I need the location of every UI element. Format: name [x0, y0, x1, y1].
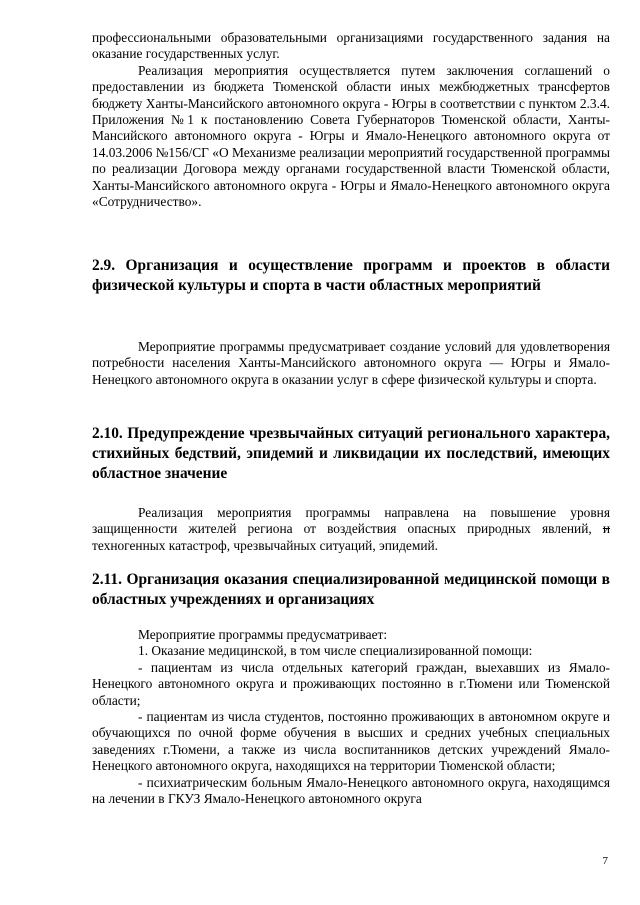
- section-2-9-body-block: [92, 339, 610, 388]
- section-2-10-body-start: Реализация мероприятия программы направлена на повышение уровня защищенности жителей региона от воздействия опасных природных явлений,: [92, 505, 610, 537]
- section-2-11-dash-1: - пациентам из числа отдельных категорий граждан, выехавших из Ямало-Ненецкого автономного округа и проживающих постоянно в г.Тюмени или Тюменской области;: [92, 659, 610, 708]
- section-2-10-body-end: техногенных катастроф, чрезвычайных ситуаций, эпидемий.: [92, 537, 439, 553]
- section-2-11-intro: Мероприятие программы предусматривает:: [138, 627, 388, 642]
- section-2-11-body-block: [92, 627, 610, 807]
- agreement-paragraph: Реализация мероприятия осуществляется путем заключения соглашений о предоставлении из бюджета Тюменской области иных межбюджетных трансфертов бюджету Ханты-Мансийского автономного округа - Югры в соответствии с пунктом 2.3.4. Приложения №1 к постановлению Совета Губернаторов Тюменской области, Ханты-Мансийского автономного округа - Югры и Ямало-Ненецкого автономного округа от 14.03.2006 №156/СГ «О Механизме реализации мероприятий государственной программы по реализации Договора между органами государственной власти Тюменской области, Ханты-Мансийского автономного округа - Югры и Ямало-Ненецкого автономного округа «Сотрудничество».: [92, 62, 610, 210]
- page-number: 7: [602, 855, 608, 867]
- section-2-10-body: [92, 505, 610, 554]
- section-2-11-dash-3: - психиатрическим больным Ямало-Ненецкого автономного округа, находящимся на лечении в ГКУЗ Ямало-Ненецкого автономного округа: [92, 774, 610, 807]
- section-2-11-heading: 2.11. Организация оказания специализированной медицинской помощи в областных учреждениях и организациях: [92, 571, 610, 608]
- section-2-11-item-1: 1. Оказание медицинской, в том числе специализированной помощи:: [138, 643, 533, 659]
- struck-conjunction: и: [602, 521, 610, 537]
- section-2-9-body: Мероприятие программы предусматривает создание условий для удовлетворения потребности населения Ханты-Мансийского автономного округа — Югры и Ямало-Ненецкого автономного округа в оказании услуг в сфере физической культуры и спорта.: [92, 339, 610, 387]
- section-2-10-heading: 2.10. Предупреждение чрезвычайных ситуаций регионального характера, стихийных бедствий, эпидемий и ликвидации их последствий, имеющих областное значение: [92, 425, 610, 482]
- continuation-paragraph: профессиональными образовательными организациями государственного задания на оказание государственных услуг.: [92, 30, 610, 62]
- intro-text-block: [92, 30, 610, 210]
- section-2-11-dash-2: - пациентам из числа студентов, постоянно проживающих в автономном округе и обучающихся по очной форме обучения в высших и средних учебных специальных заведениях г.Тюмени, а также из числа воспитанников детских учреждений Ямало-Ненецкого автономного округа, находящихся на территории Тюменской области;: [92, 709, 610, 774]
- section-2-10-body-block: [92, 505, 610, 554]
- section-2-9-heading: 2.9. Организация и осуществление программ и проектов в области физической культуры и спорта в части областных мероприятий: [92, 257, 610, 294]
